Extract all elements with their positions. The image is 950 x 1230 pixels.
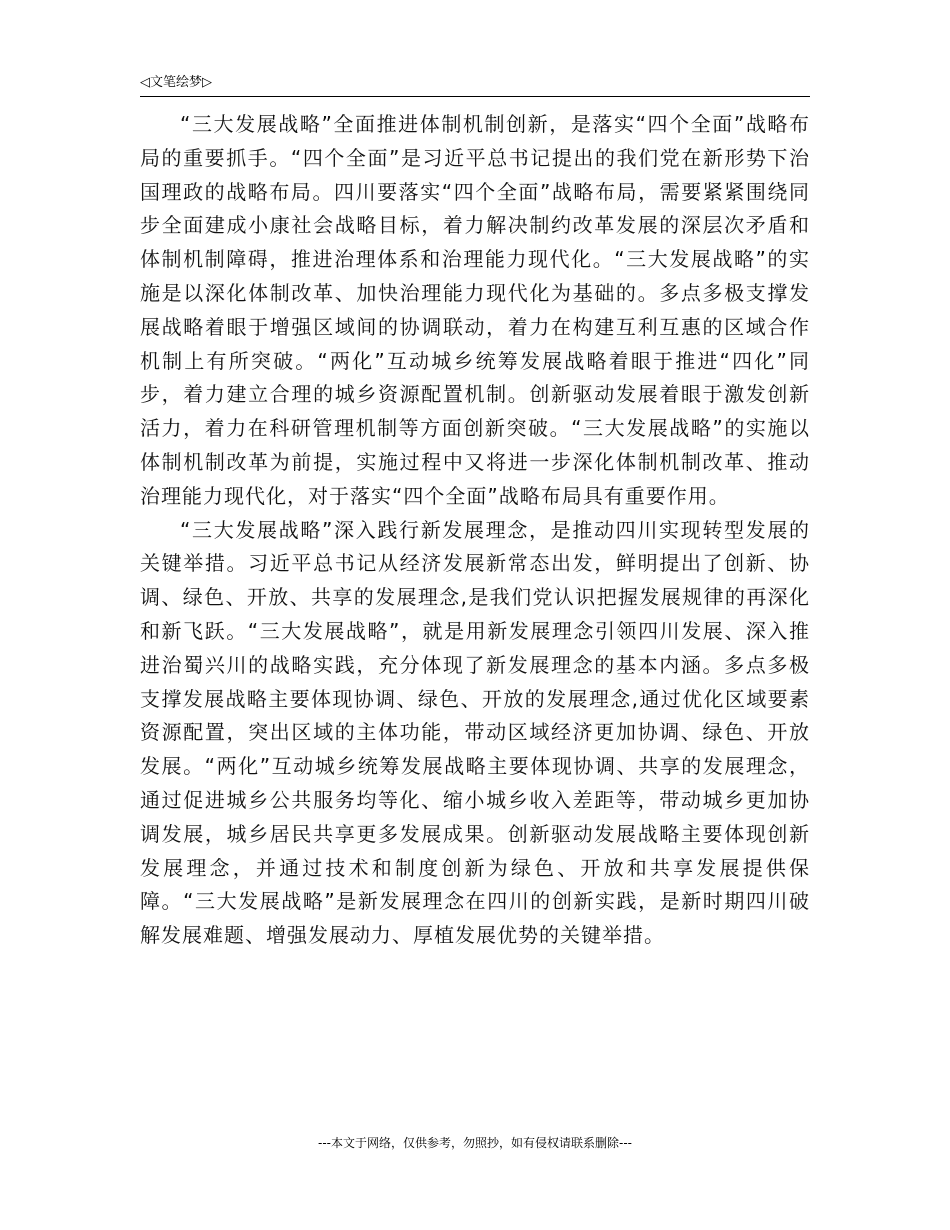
- header-title: ◁文笔绘梦▷: [140, 75, 212, 90]
- paragraph-1: “三大发展战略”全面推进体制机制创新，是落实“四个全面”战略布局的重要抓手。“四个全面”是习近平总书记提出的我们党在新形势下治国理政的战略布局。四川要落实“四个全面”战略布局，需要紧紧围绕同步全面建成小康社会战略目标，着力解决制约改革发展的深层次矛盾和体制机制障碍，推进治理体系和治理能力现代化。“三大发展战略”的实施是以深化体制改革、加快治理能力现代化为基础的。多点多极支撑发展战略着眼于增强区域间的协调联动，着力在构建互利互惠的区域合作机制上有所突破。“两化”互动城乡统筹发展战略着眼于推进“四化”同步，着力建立合理的城乡资源配置机制。创新驱动发展着眼于激发创新活力，着力在科研管理机制等方面创新突破。“三大发展战略”的实施以体制机制改革为前提，实施过程中又将进一步深化体制机制改革、推动治理能力现代化，对于落实“四个全面”战略布局具有重要作用。: [140, 112, 810, 508]
- paragraph-2: “三大发展战略”深入践行新发展理念，是推动四川实现转型发展的关键举措。习近平总书记从经济发展新常态出发，鲜明提出了创新、协调、绿色、开放、共享的发展理念,是我们党认识把握发展规律的再深化和新飞跃。“三大发展战略”，就是用新发展理念引领四川发展、深入推进治蜀兴川的战略实践，充分体现了新发展理念的基本内涵。多点多极支撑发展战略主要体现协调、绿色、开放的发展理念,通过优化区域要素资源配置，突出区域的主体功能，带动区域经济更加协调、绿色、开放发展。“两化”互动城乡统筹发展战略主要体现协调、共享的发展理念，通过促进城乡公共服务均等化、缩小城乡收入差距等，带动城乡更加协调发展，城乡居民共享更多发展成果。创新驱动发展战略主要体现创新发展理念，并通过技术和制度创新为绿色、开放和共享发展提供保障。“三大发展战略”是新发展理念在四川的创新实践，是新时期四川破解发展难题、增强发展动力、厚植发展优势的关键举措。: [140, 517, 810, 948]
- page-header: [140, 72, 810, 97]
- document-body: [140, 108, 810, 953]
- page-footer: ---本文于网络，仅供参考，勿照抄，如有侵权请联系删除---: [318, 1136, 632, 1150]
